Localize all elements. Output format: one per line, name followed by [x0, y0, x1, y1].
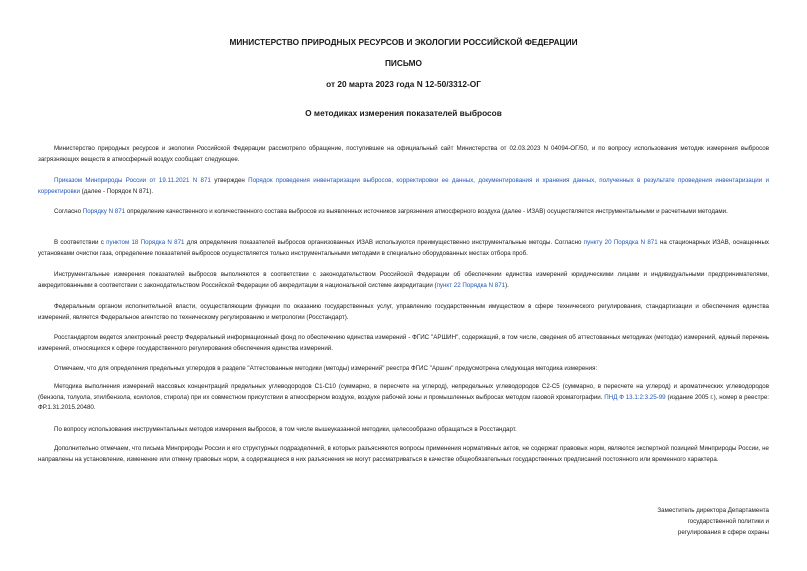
text: определение качественного и количественного состава выбросов из выявленных источников загрязнения атмосферного воздуха (далее - ИЗАВ) осуществляется инструментальными и расчетными методами.	[125, 208, 728, 215]
link-pnd-f[interactable]: ПНД Ф 13.1:2:3.25-99	[604, 393, 666, 401]
signature-line-3: регулирования в сфере охраны	[677, 529, 769, 537]
link-item-18[interactable]: пунктом 18 Порядка N 871	[106, 239, 185, 246]
text: для определения показателей выбросов организованных ИЗАВ используются преимущественно инструментальные методы. Согласно	[184, 239, 584, 246]
paragraph-11: Дополнительно отмечаем, что письма Минприроды России и его структурных подразделений, в которых разъясняются вопросы применения нормативных актов, не содержат правовых норм, являются экспертной позицией Минприроды России, не направлены на установление, изменение или отмену правовых норм, а содержащиеся в них разъяснения не могут рассматриваться в качестве общеобязательных государственных предписаний постоянного или временного характера.	[38, 445, 769, 463]
text: Методика выполнения измерений массовых концентраций предельных углеводородов С1-С10 (суммарно, в пересчете на углерод), непредельных углеводородов С2-С5 (суммарно, в пересчете на углерод) и ароматических углеводородов (бензола, толуола, этилбензола, ксилолов, стирола) при их совместном присутствии в атмосферном воздухе, воздухе рабочей зоны и промышленных выбросах методом газовой хроматографии.	[38, 383, 769, 401]
text: (далее - Порядок N 871).	[79, 187, 154, 195]
link-inventory-procedure[interactable]: Порядок проведения инвентаризации выбросов, корректировки ее данных, документирования и хранения данных, полученных в результате проведения инвентаризации и корректировки	[38, 177, 769, 195]
signature-line-2: государственной политики и	[687, 518, 769, 526]
signature-line-1: Заместитель директора Департамента	[657, 507, 769, 514]
document-type: ПИСЬМО	[384, 58, 423, 68]
link-item-22[interactable]: пункт 22 Порядка N 871	[436, 281, 506, 289]
paragraph-8: Отмечаем, что для определения предельных углеродов в разделе "Аттестованные методики (методы) измерений" реестра ФГИС "Аршин" предусмотрена следующая методика измерения:	[54, 365, 598, 372]
ministry-title: МИНИСТЕРСТВО ПРИРОДНЫХ РЕСУРСОВ И ЭКОЛОГИИ РОССИЙСКОЙ ФЕДЕРАЦИИ	[229, 37, 578, 47]
link-procedure-871[interactable]: Порядку N 871	[82, 208, 126, 215]
link-order-871[interactable]: Приказом Минприроды России от 19.11.2021 N 871	[54, 177, 211, 184]
link-item-20[interactable]: пункту 20 Порядка N 871	[583, 239, 658, 246]
signature-block	[657, 505, 769, 539]
paragraph-1: Министерство природных ресурсов и экологии Российской Федерации рассмотрело обращение, поступившее на официальный сайт Министерства от 02.03.2023 N 04094-ОГ/50, и по вопросу использования методик измерения выбросов загрязняющих веществ в атмосферный воздух сообщает следующее.	[38, 145, 769, 163]
paragraph-6: Федеральным органом исполнительной власти, осуществляющим функции по оказанию государственных услуг, управлению государственным имуществом в сфере технического регулирования, стандартизации и обеспечения единства измерений, является Федеральное агентство по техническому регулированию и метрологии (Росстандарт).	[38, 303, 769, 321]
text: на стационарных ИЗАВ, оснащенных установками очистки газа, определение показателей выбросов осуществляется только инструментальными методами в специально оборудованных местах отбора проб.	[38, 239, 770, 257]
document-date-number: от 20 марта 2023 года N 12-50/3312-ОГ	[326, 79, 481, 89]
paragraph-10: По вопросу использования инструментальных методов измерения выбросов, в том числе вышеуказанной методики, целесообразно обращаться в Росстандарт.	[54, 426, 517, 433]
text: Инструментальные измерения показателей выбросов выполняются в соответствии с законодательством Российской Федерации об обеспечении единства измерений юридическими лицами и индивидуальными предпринимателями, аккредитованными в соответствии с законодательством Российской Федерации об аккредитации в национальной системе аккредитации (	[38, 271, 769, 289]
paragraph-7: Росстандартом ведется электронный реестр Федеральный информационный фонд по обеспечению единства измерений - ФГИС "АРШИН", содержащий, в том числе, сведения об аттестованных методиках (методах) измерений, единый перечень измерений, относящихся к сфере государственного регулирования обеспечения единства измерений.	[38, 334, 769, 352]
paragraph-4	[38, 238, 769, 259]
text: утвержден	[210, 177, 249, 184]
document-subject: О методиках измерения показателей выбросов	[305, 108, 502, 118]
paragraph-2	[38, 176, 769, 197]
paragraph-5	[38, 270, 769, 291]
text: (издание 2005 г.), номер в реестре: ФР.1.31.2015.20480.	[38, 393, 770, 412]
paragraph-9	[38, 382, 769, 414]
text: В соответствии с	[54, 239, 107, 246]
paragraph-3	[38, 207, 769, 218]
text: ).	[505, 281, 509, 289]
text: Согласно	[54, 208, 83, 215]
